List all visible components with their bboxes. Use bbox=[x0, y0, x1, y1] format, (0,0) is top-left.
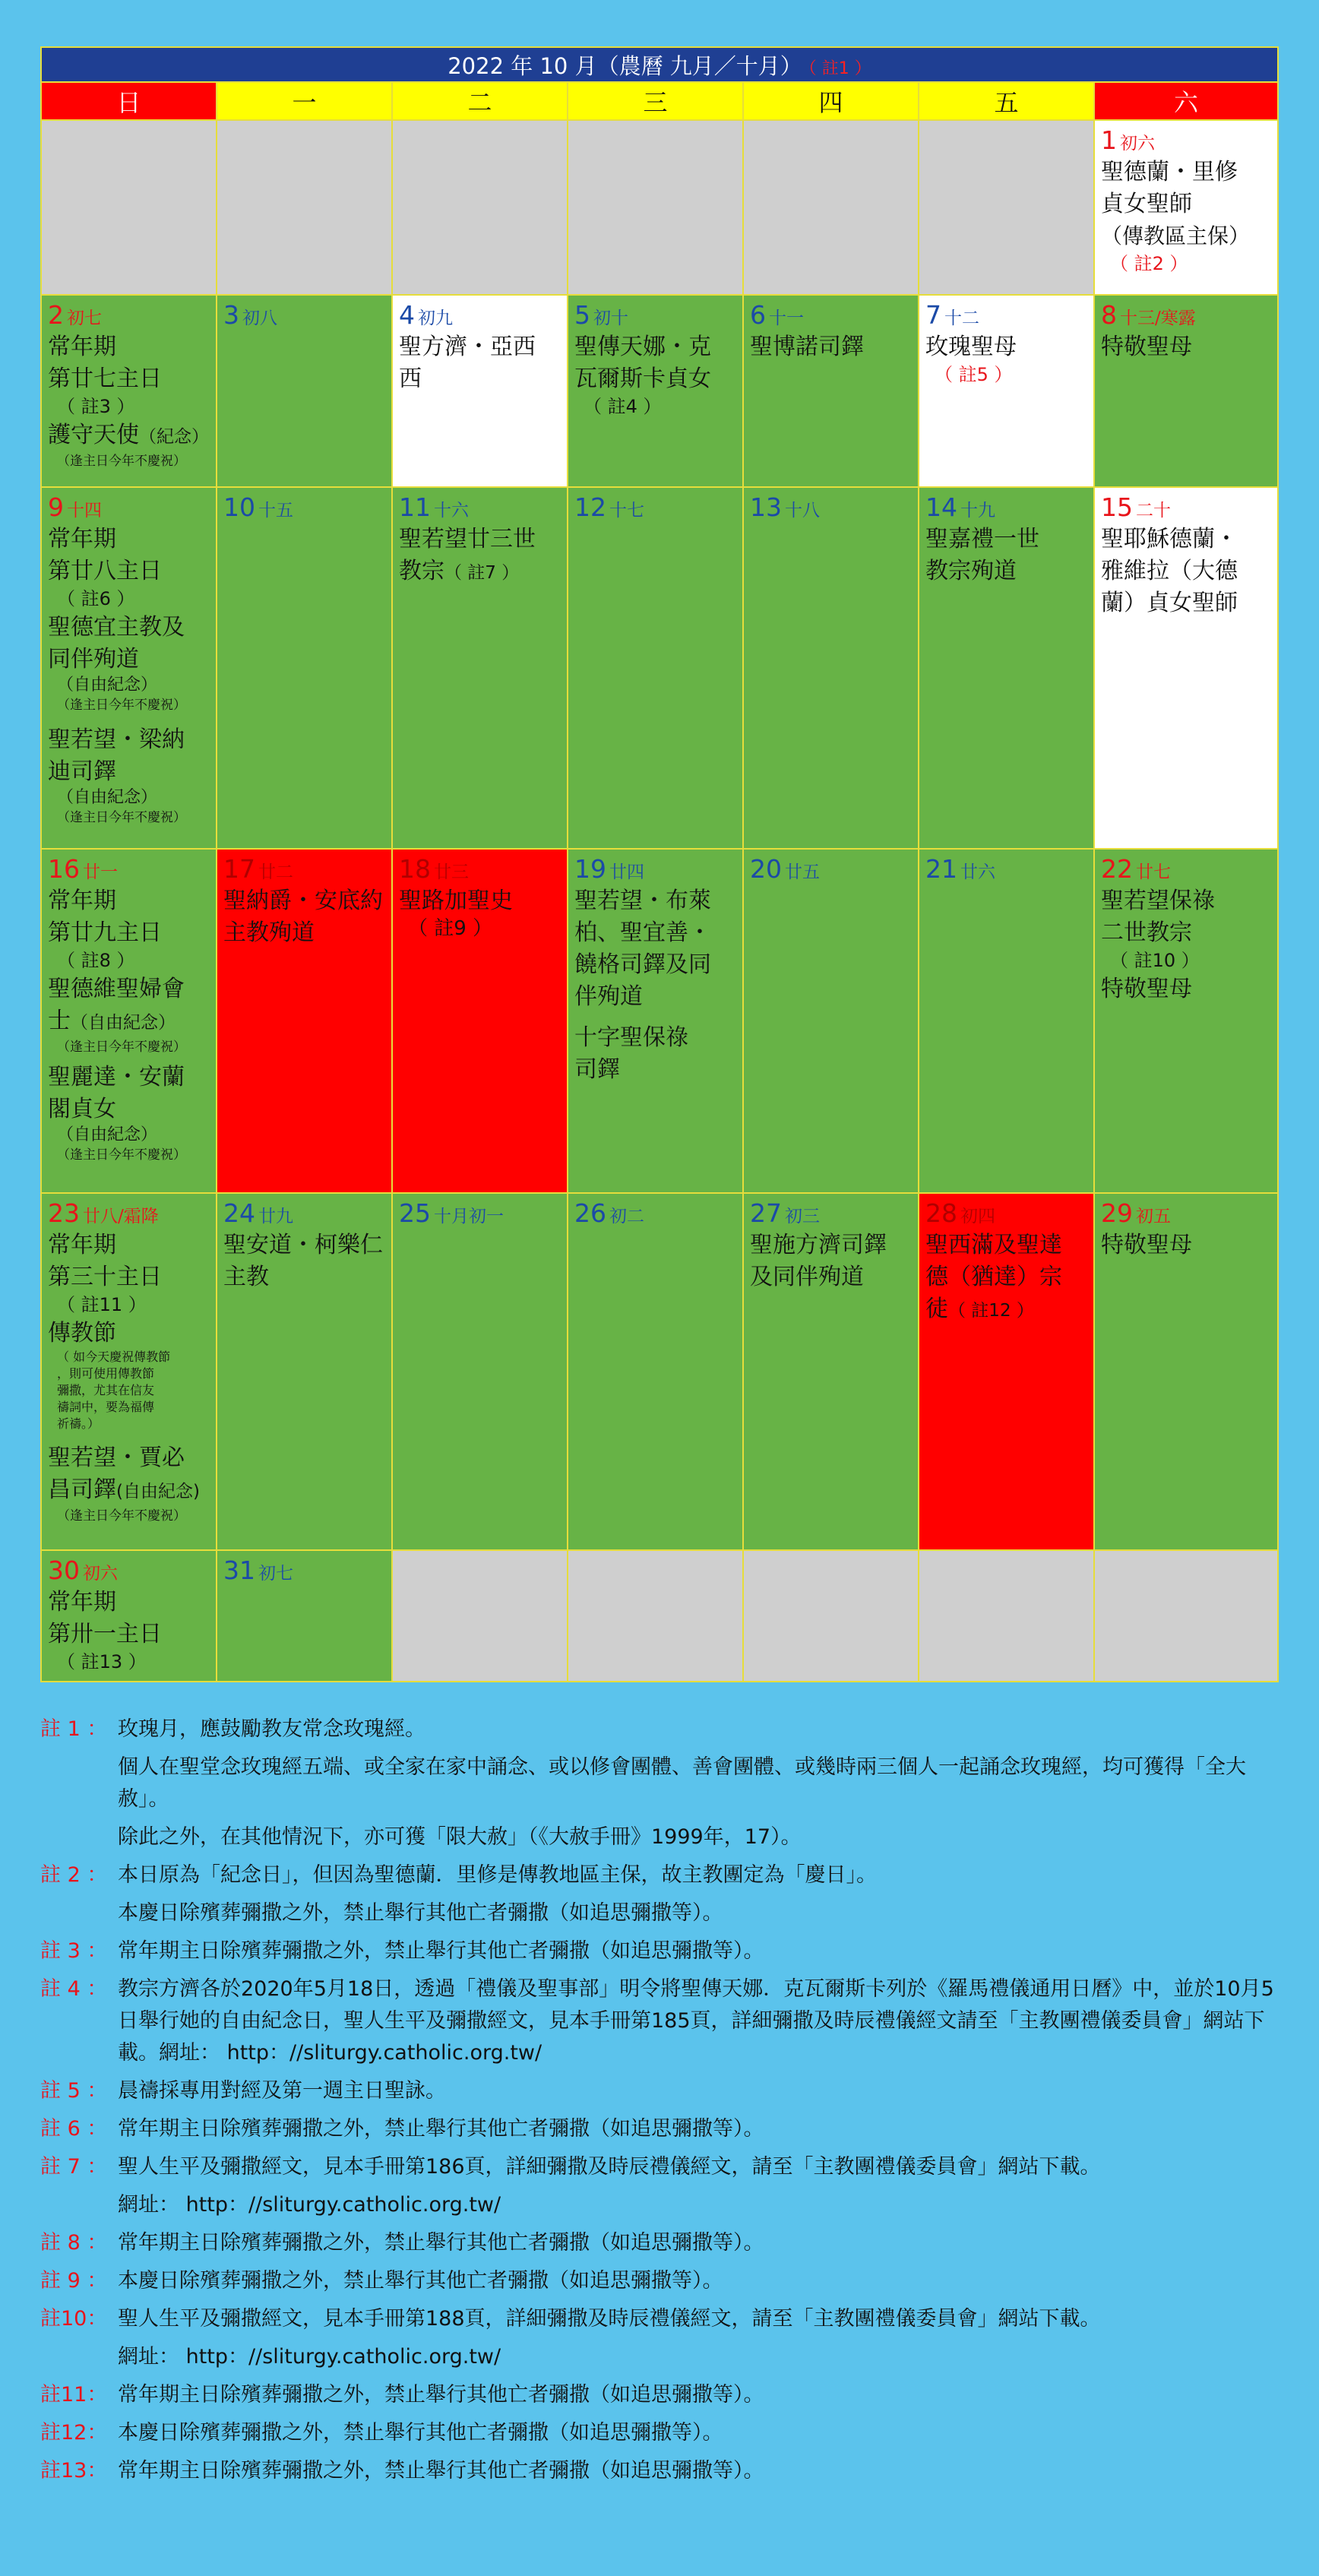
day-number: 13 bbox=[750, 492, 782, 522]
empty-day-cell bbox=[919, 120, 1094, 295]
footnote-text bbox=[118, 2455, 1286, 2493]
footnote-item bbox=[40, 2379, 1286, 2417]
weekday-wed: 三 bbox=[568, 82, 743, 120]
lunar-date: 初三 bbox=[785, 1207, 820, 1226]
lunar-date: 十二 bbox=[944, 309, 979, 328]
day-number: 29 bbox=[1101, 1198, 1133, 1228]
footnote-paragraph: 本日原為「紀念日」，但因為聖德蘭．里修是傳教地區主保，故主教團定為「慶日」。 bbox=[118, 1863, 877, 1887]
event-rank: （自由紀念） bbox=[57, 788, 158, 807]
day-number: 11 bbox=[399, 492, 431, 522]
day-number: 6 bbox=[750, 300, 766, 330]
event-line: 聖嘉禮一世 bbox=[925, 526, 1039, 552]
day-number: 7 bbox=[925, 300, 941, 330]
lunar-date: 二十 bbox=[1136, 501, 1171, 521]
day-cell-9 bbox=[41, 487, 217, 849]
event-line: 十字聖保祿 bbox=[574, 1024, 688, 1051]
event-line: 聖德維聖婦會 bbox=[48, 976, 185, 1002]
day-cell-30 bbox=[41, 1550, 217, 1682]
event-remark: （逢主日今年不慶祝） bbox=[57, 1508, 186, 1524]
event-rank: (自由紀念) bbox=[116, 1482, 200, 1502]
footnote-label: 註 8 ： bbox=[40, 2231, 108, 2255]
footnote-item bbox=[40, 2075, 1286, 2113]
footnote-text bbox=[118, 2303, 1286, 2379]
footnote-label: 註 5 ： bbox=[40, 2079, 108, 2103]
footnote-paragraph: 常年期主日除殯葬彌撒之外，禁止舉行其他亡者彌撒（如追思彌撒等）。 bbox=[118, 2383, 764, 2407]
day-number: 31 bbox=[223, 1555, 255, 1585]
event-line: 司鐸 bbox=[574, 1056, 620, 1083]
footnote-paragraph: 常年期主日除殯葬彌撒之外，禁止舉行其他亡者彌撒（如追思彌撒等）。 bbox=[118, 2459, 764, 2483]
event-line: 聖麗達・安蘭 bbox=[48, 1064, 185, 1090]
event-line: 聖納爵・安底約 bbox=[223, 888, 383, 914]
lunar-date: 十四 bbox=[67, 501, 102, 521]
weekday-sat: 六 bbox=[1094, 82, 1278, 120]
note-ref: （ 註12 ） bbox=[948, 1301, 1034, 1321]
day-cell-10 bbox=[217, 487, 392, 849]
lunar-date: 廿四 bbox=[609, 862, 644, 882]
event-line: 聖傳天娜・克 bbox=[574, 334, 711, 360]
calendar-table bbox=[40, 46, 1279, 1682]
day-cell-16 bbox=[41, 849, 217, 1193]
footnote-item bbox=[40, 2417, 1286, 2455]
lunar-date: 廿九 bbox=[258, 1207, 293, 1226]
weekday-mon: 一 bbox=[217, 82, 392, 120]
footnote-item bbox=[40, 1935, 1286, 1973]
footnote-item bbox=[40, 2455, 1286, 2493]
event-line: （傳教區主保） bbox=[1101, 223, 1251, 248]
empty-day-cell bbox=[392, 1550, 568, 1682]
event-remark: （ 如今天慶祝傳教節 bbox=[57, 1350, 171, 1364]
note-ref: （ 註9 ） bbox=[408, 917, 493, 940]
footnote-label: 註 2 ： bbox=[40, 1863, 108, 1887]
lunar-date: 廿一 bbox=[83, 862, 118, 882]
day-number: 4 bbox=[399, 300, 415, 330]
event-line: 昌司鐸 bbox=[48, 1476, 116, 1503]
event-line: 士 bbox=[48, 1008, 71, 1034]
footnote-label: 註 9 ： bbox=[40, 2269, 108, 2293]
calendar-title-note: （ 註1 ） bbox=[808, 59, 871, 78]
weekday-sun: 日 bbox=[41, 82, 217, 120]
day-number: 16 bbox=[48, 854, 80, 884]
event-remark: 彌撒，尤其在信友 bbox=[57, 1383, 155, 1397]
empty-day-cell bbox=[743, 1550, 919, 1682]
event-line: 聖若望・布萊 bbox=[574, 888, 711, 914]
footnote-paragraph: 本慶日除殯葬彌撒之外，禁止舉行其他亡者彌撒（如追思彌撒等）。 bbox=[118, 1901, 723, 1925]
event-line: 聖施方濟司鐸 bbox=[750, 1232, 887, 1258]
day-number: 18 bbox=[399, 854, 431, 884]
calendar-title-text: 2022 年 10 月（農曆 九月／十月） bbox=[448, 52, 802, 79]
footnote-paragraph: 個人在聖堂念玫瑰經五端、或全家在家中誦念、或以修會團體、善會團體、或幾時兩三個人一起誦念玫瑰經，均可獲得「全大赦」。 bbox=[118, 1755, 1246, 1811]
event-rank: （自由紀念） bbox=[71, 1013, 176, 1033]
event-remark: （逢主日今年不慶祝） bbox=[57, 454, 186, 469]
day-cell-2 bbox=[41, 295, 217, 487]
footnote-label: 註 6 ： bbox=[40, 2117, 108, 2141]
footnote-label: 註13： bbox=[40, 2459, 108, 2483]
event-line: 特敬聖母 bbox=[1101, 334, 1192, 360]
event-rank: （紀念） bbox=[139, 427, 209, 447]
footnote-paragraph: 玫瑰月，應鼓勵教友常念玫瑰經。 bbox=[118, 1717, 425, 1741]
note-ref: （ 註4 ） bbox=[584, 396, 662, 417]
lunar-date: 廿三 bbox=[434, 862, 469, 882]
lunar-date: 初八 bbox=[242, 309, 277, 328]
lunar-date: 十一 bbox=[769, 309, 804, 328]
event-line: 特敬聖母 bbox=[1101, 976, 1192, 1002]
event-line: 二世教宗 bbox=[1101, 919, 1192, 946]
event-line: 特敬聖母 bbox=[1101, 1232, 1192, 1258]
event-line: 傳教節 bbox=[48, 1320, 116, 1347]
event-line: 聖若望・梁納 bbox=[48, 726, 185, 753]
lunar-date: 十月初一 bbox=[434, 1207, 504, 1226]
lunar-date: 初六 bbox=[83, 1564, 118, 1584]
day-number: 3 bbox=[223, 300, 239, 330]
event-line: 護守天使 bbox=[48, 422, 139, 448]
event-line: 常年期 bbox=[48, 1232, 116, 1258]
event-remark: （逢主日今年不慶祝） bbox=[57, 1040, 186, 1055]
weekday-tue: 二 bbox=[392, 82, 568, 120]
footnote-text bbox=[118, 2379, 1286, 2417]
empty-day-cell bbox=[392, 120, 568, 295]
event-line: 西 bbox=[399, 366, 422, 392]
day-cell-29 bbox=[1094, 1193, 1278, 1550]
event-line: 玫瑰聖母 bbox=[925, 334, 1017, 360]
footnote-paragraph: 網址： http：//sliturgy.catholic.org.tw/ bbox=[118, 2345, 501, 2369]
lunar-date: 初四 bbox=[960, 1207, 995, 1226]
event-line: 常年期 bbox=[48, 334, 116, 360]
day-cell-26 bbox=[568, 1193, 743, 1550]
event-line: 及同伴殉道 bbox=[750, 1264, 864, 1290]
footnote-text bbox=[118, 2113, 1286, 2151]
lunar-date: 十七 bbox=[609, 501, 644, 521]
event-line: 主教 bbox=[223, 1264, 269, 1290]
event-line: 迪司鐸 bbox=[48, 758, 116, 785]
footnote-item bbox=[40, 1973, 1286, 2075]
day-cell-25 bbox=[392, 1193, 568, 1550]
event-remark: 祈禱。） bbox=[57, 1416, 100, 1431]
day-cell-11 bbox=[392, 487, 568, 849]
event-line: 主教殉道 bbox=[223, 919, 315, 946]
footnote-item bbox=[40, 2227, 1286, 2265]
lunar-date: 廿六 bbox=[960, 862, 995, 882]
footnote-label: 註 1 ： bbox=[40, 1717, 108, 1741]
day-cell-17 bbox=[217, 849, 392, 1193]
lunar-date: 十八 bbox=[785, 501, 820, 521]
empty-day-cell bbox=[919, 1550, 1094, 1682]
day-number: 23 bbox=[48, 1198, 80, 1228]
footnote-item bbox=[40, 2151, 1286, 2227]
event-line: 聖路加聖史 bbox=[399, 888, 513, 914]
note-ref: （ 註8 ） bbox=[57, 950, 135, 971]
event-line: 伴殉道 bbox=[574, 983, 643, 1010]
event-line: 聖若望・賈必 bbox=[48, 1445, 185, 1471]
empty-day-cell bbox=[1094, 1550, 1278, 1682]
lunar-date: 初二 bbox=[609, 1207, 644, 1226]
footnote-item bbox=[40, 1714, 1286, 1859]
footnote-paragraph: 晨禱採專用對經及第一週主日聖詠。 bbox=[118, 2079, 446, 2103]
event-line: 聖德蘭・里修 bbox=[1101, 159, 1238, 185]
footnote-item bbox=[40, 1859, 1286, 1935]
event-rank: （自由紀念） bbox=[57, 676, 158, 695]
footnote-item bbox=[40, 2113, 1286, 2151]
footnote-paragraph: 教宗方濟各於2020年5月18日，透過「禮儀及聖事部」明令將聖傳天娜．克瓦爾斯卡列於《羅馬禮儀通用日曆》中，並於10月5日舉行她的自由紀念日，聖人生平及彌撒經文，見本手冊第185頁，詳細彌撒及時辰禮儀經文請至「主教團禮儀委員會」網站下載。網址： http：//sliturgy.catholic.org.tw/ bbox=[118, 1977, 1274, 2065]
footnote-paragraph: 本慶日除殯葬彌撒之外，禁止舉行其他亡者彌撒（如追思彌撒等）。 bbox=[118, 2269, 723, 2293]
day-number: 10 bbox=[223, 492, 255, 522]
event-line: 聖安道・柯樂仁 bbox=[223, 1232, 383, 1258]
footnote-text bbox=[118, 2265, 1286, 2303]
day-cell-27 bbox=[743, 1193, 919, 1550]
day-cell-7 bbox=[919, 295, 1094, 487]
day-cell-14 bbox=[919, 487, 1094, 849]
lunar-date: 廿二 bbox=[258, 862, 293, 882]
note-ref: （ 註2 ） bbox=[1110, 253, 1188, 274]
day-number: 27 bbox=[750, 1198, 782, 1228]
footnote-text bbox=[118, 2075, 1286, 2113]
calendar-title bbox=[41, 47, 1278, 82]
day-number: 22 bbox=[1101, 854, 1133, 884]
day-number: 28 bbox=[925, 1198, 957, 1228]
empty-day-cell bbox=[568, 120, 743, 295]
lunar-date: 十三/寒露 bbox=[1120, 309, 1196, 328]
day-number: 1 bbox=[1101, 125, 1117, 155]
day-cell-5 bbox=[568, 295, 743, 487]
footnote-label: 註11： bbox=[40, 2383, 108, 2407]
footnote-label: 註 4 ： bbox=[40, 1977, 108, 2001]
day-cell-1 bbox=[1094, 120, 1278, 295]
day-cell-15 bbox=[1094, 487, 1278, 849]
event-remark: （逢主日今年不慶祝） bbox=[57, 1147, 186, 1163]
event-line: 常年期 bbox=[48, 1589, 116, 1616]
empty-day-cell bbox=[41, 120, 217, 295]
day-cell-20 bbox=[743, 849, 919, 1193]
note-ref: （ 註13 ） bbox=[57, 1651, 147, 1673]
footnote-text bbox=[118, 1714, 1286, 1859]
event-line: 第廿七主日 bbox=[48, 366, 162, 392]
day-number: 12 bbox=[574, 492, 606, 522]
day-cell-22 bbox=[1094, 849, 1278, 1193]
day-number: 5 bbox=[574, 300, 590, 330]
note-ref: （ 註5 ） bbox=[935, 364, 1013, 385]
empty-day-cell bbox=[743, 120, 919, 295]
event-line: 貞女聖師 bbox=[1101, 191, 1192, 217]
event-line: 第廿八主日 bbox=[48, 558, 162, 584]
footnote-paragraph: 聖人生平及彌撒經文，見本手冊第188頁，詳細彌撒及時辰禮儀經文，請至「主教團禮儀委員會」網站下載。 bbox=[118, 2307, 1101, 2331]
lunar-date: 初七 bbox=[258, 1564, 293, 1584]
event-line: 柏、聖宜善・ bbox=[574, 919, 711, 946]
lunar-date: 初七 bbox=[67, 309, 102, 328]
lunar-date: 廿七 bbox=[1136, 862, 1171, 882]
day-cell-24 bbox=[217, 1193, 392, 1550]
footnote-text bbox=[118, 1973, 1286, 2075]
lunar-date: 十九 bbox=[960, 501, 995, 521]
footnote-paragraph: 常年期主日除殯葬彌撒之外，禁止舉行其他亡者彌撒（如追思彌撒等）。 bbox=[118, 2117, 764, 2141]
footnote-paragraph: 常年期主日除殯葬彌撒之外，禁止舉行其他亡者彌撒（如追思彌撒等）。 bbox=[118, 1939, 764, 1963]
footnote-text bbox=[118, 2417, 1286, 2455]
event-remark: （逢主日今年不慶祝） bbox=[57, 810, 186, 825]
event-line: 同伴殉道 bbox=[48, 646, 139, 672]
footnote-text bbox=[118, 2227, 1286, 2265]
event-line: 聖若望廿三世 bbox=[399, 526, 536, 552]
lunar-date: 廿八/霜降 bbox=[83, 1207, 159, 1226]
event-line: 第三十主日 bbox=[48, 1264, 162, 1290]
day-cell-23 bbox=[41, 1193, 217, 1550]
note-ref: （ 註7 ） bbox=[444, 563, 520, 583]
event-line: 蘭）貞女聖師 bbox=[1101, 590, 1238, 616]
event-rank: （自由紀念） bbox=[57, 1125, 158, 1144]
footnote-paragraph: 本慶日除殯葬彌撒之外，禁止舉行其他亡者彌撒（如追思彌撒等）。 bbox=[118, 2421, 723, 2445]
day-number: 8 bbox=[1101, 300, 1117, 330]
event-line: 徒 bbox=[925, 1296, 948, 1322]
day-number: 26 bbox=[574, 1198, 606, 1228]
lunar-date: 初六 bbox=[1120, 134, 1155, 153]
day-number: 2 bbox=[48, 300, 64, 330]
day-number: 24 bbox=[223, 1198, 255, 1228]
event-line: 常年期 bbox=[48, 526, 116, 552]
footnote-item bbox=[40, 2265, 1286, 2303]
day-number: 30 bbox=[48, 1555, 80, 1585]
day-cell-4 bbox=[392, 295, 568, 487]
event-line: 聖若望保祿 bbox=[1101, 888, 1215, 914]
note-ref: （ 註6 ） bbox=[57, 588, 135, 609]
event-line: 德（猶達）宗 bbox=[925, 1264, 1062, 1290]
lunar-date: 十五 bbox=[258, 501, 293, 521]
day-number: 25 bbox=[399, 1198, 431, 1228]
event-line: 雅維拉（大德 bbox=[1101, 558, 1238, 584]
day-cell-28 bbox=[919, 1193, 1094, 1550]
event-line: 饒格司鐸及同 bbox=[574, 951, 711, 978]
lunar-date: 初九 bbox=[418, 309, 453, 328]
lunar-date: 十六 bbox=[434, 501, 469, 521]
event-remark: 禱詞中，要為福傳 bbox=[57, 1400, 155, 1414]
day-cell-3 bbox=[217, 295, 392, 487]
footnote-label: 註 7 ： bbox=[40, 2155, 108, 2179]
note-ref: （ 註3 ） bbox=[57, 396, 135, 417]
day-cell-12 bbox=[568, 487, 743, 849]
footnote-label: 註12： bbox=[40, 2421, 108, 2445]
day-number: 14 bbox=[925, 492, 957, 522]
event-line: 教宗殉道 bbox=[925, 558, 1017, 584]
day-cell-21 bbox=[919, 849, 1094, 1193]
footnote-paragraph: 網址： http：//sliturgy.catholic.org.tw/ bbox=[118, 2193, 501, 2217]
empty-day-cell bbox=[217, 120, 392, 295]
day-cell-8 bbox=[1094, 295, 1278, 487]
event-line: 聖方濟・亞西 bbox=[399, 334, 536, 360]
footnote-paragraph: 除此之外，在其他情況下，亦可獲「限大赦」（《大赦手冊》1999年，17）。 bbox=[118, 1825, 802, 1849]
footnote-text bbox=[118, 1935, 1286, 1973]
day-number: 21 bbox=[925, 854, 957, 884]
event-remark: ，則可使用傳教節 bbox=[57, 1366, 155, 1381]
event-line: 常年期 bbox=[48, 888, 116, 914]
event-line: 聖博諾司鐸 bbox=[750, 334, 864, 360]
event-line: 聖西滿及聖達 bbox=[925, 1232, 1062, 1258]
event-line: 閣貞女 bbox=[48, 1096, 116, 1122]
day-cell-19 bbox=[568, 849, 743, 1193]
event-line: 瓦爾斯卡貞女 bbox=[574, 366, 711, 392]
footnote-text bbox=[118, 1859, 1286, 1935]
event-line: 教宗 bbox=[399, 558, 444, 584]
footnote-label: 註10： bbox=[40, 2307, 108, 2331]
empty-day-cell bbox=[568, 1550, 743, 1682]
lunar-date: 廿五 bbox=[785, 862, 820, 882]
day-cell-31 bbox=[217, 1550, 392, 1682]
footnote-paragraph: 常年期主日除殯葬彌撒之外，禁止舉行其他亡者彌撒（如追思彌撒等）。 bbox=[118, 2231, 764, 2255]
event-line: 聖德宜主教及 bbox=[48, 614, 185, 641]
day-number: 20 bbox=[750, 854, 782, 884]
day-number: 9 bbox=[48, 492, 64, 522]
weekday-fri: 五 bbox=[919, 82, 1094, 120]
note-ref: （ 註10 ） bbox=[1110, 950, 1200, 971]
weekday-thu: 四 bbox=[743, 82, 919, 120]
day-number: 15 bbox=[1101, 492, 1133, 522]
lunar-date: 初十 bbox=[593, 309, 628, 328]
day-number: 17 bbox=[223, 854, 255, 884]
day-cell-18 bbox=[392, 849, 568, 1193]
footnote-label: 註 3 ： bbox=[40, 1939, 108, 1963]
day-cell-13 bbox=[743, 487, 919, 849]
footnotes bbox=[40, 1714, 1286, 2493]
event-line: 第廿九主日 bbox=[48, 919, 162, 946]
event-remark: （逢主日今年不慶祝） bbox=[57, 698, 186, 713]
footnote-item bbox=[40, 2303, 1286, 2379]
lunar-date: 初五 bbox=[1136, 1207, 1171, 1226]
footnote-text bbox=[118, 2151, 1286, 2227]
event-line: 第卅一主日 bbox=[48, 1621, 162, 1647]
event-line: 聖耶穌德蘭・ bbox=[1101, 526, 1238, 552]
note-ref: （ 註11 ） bbox=[57, 1294, 147, 1315]
footnote-paragraph: 聖人生平及彌撒經文，見本手冊第186頁，詳細彌撒及時辰禮儀經文，請至「主教團禮儀委員會」網站下載。 bbox=[118, 2155, 1101, 2179]
day-cell-6 bbox=[743, 295, 919, 487]
day-number: 19 bbox=[574, 854, 606, 884]
